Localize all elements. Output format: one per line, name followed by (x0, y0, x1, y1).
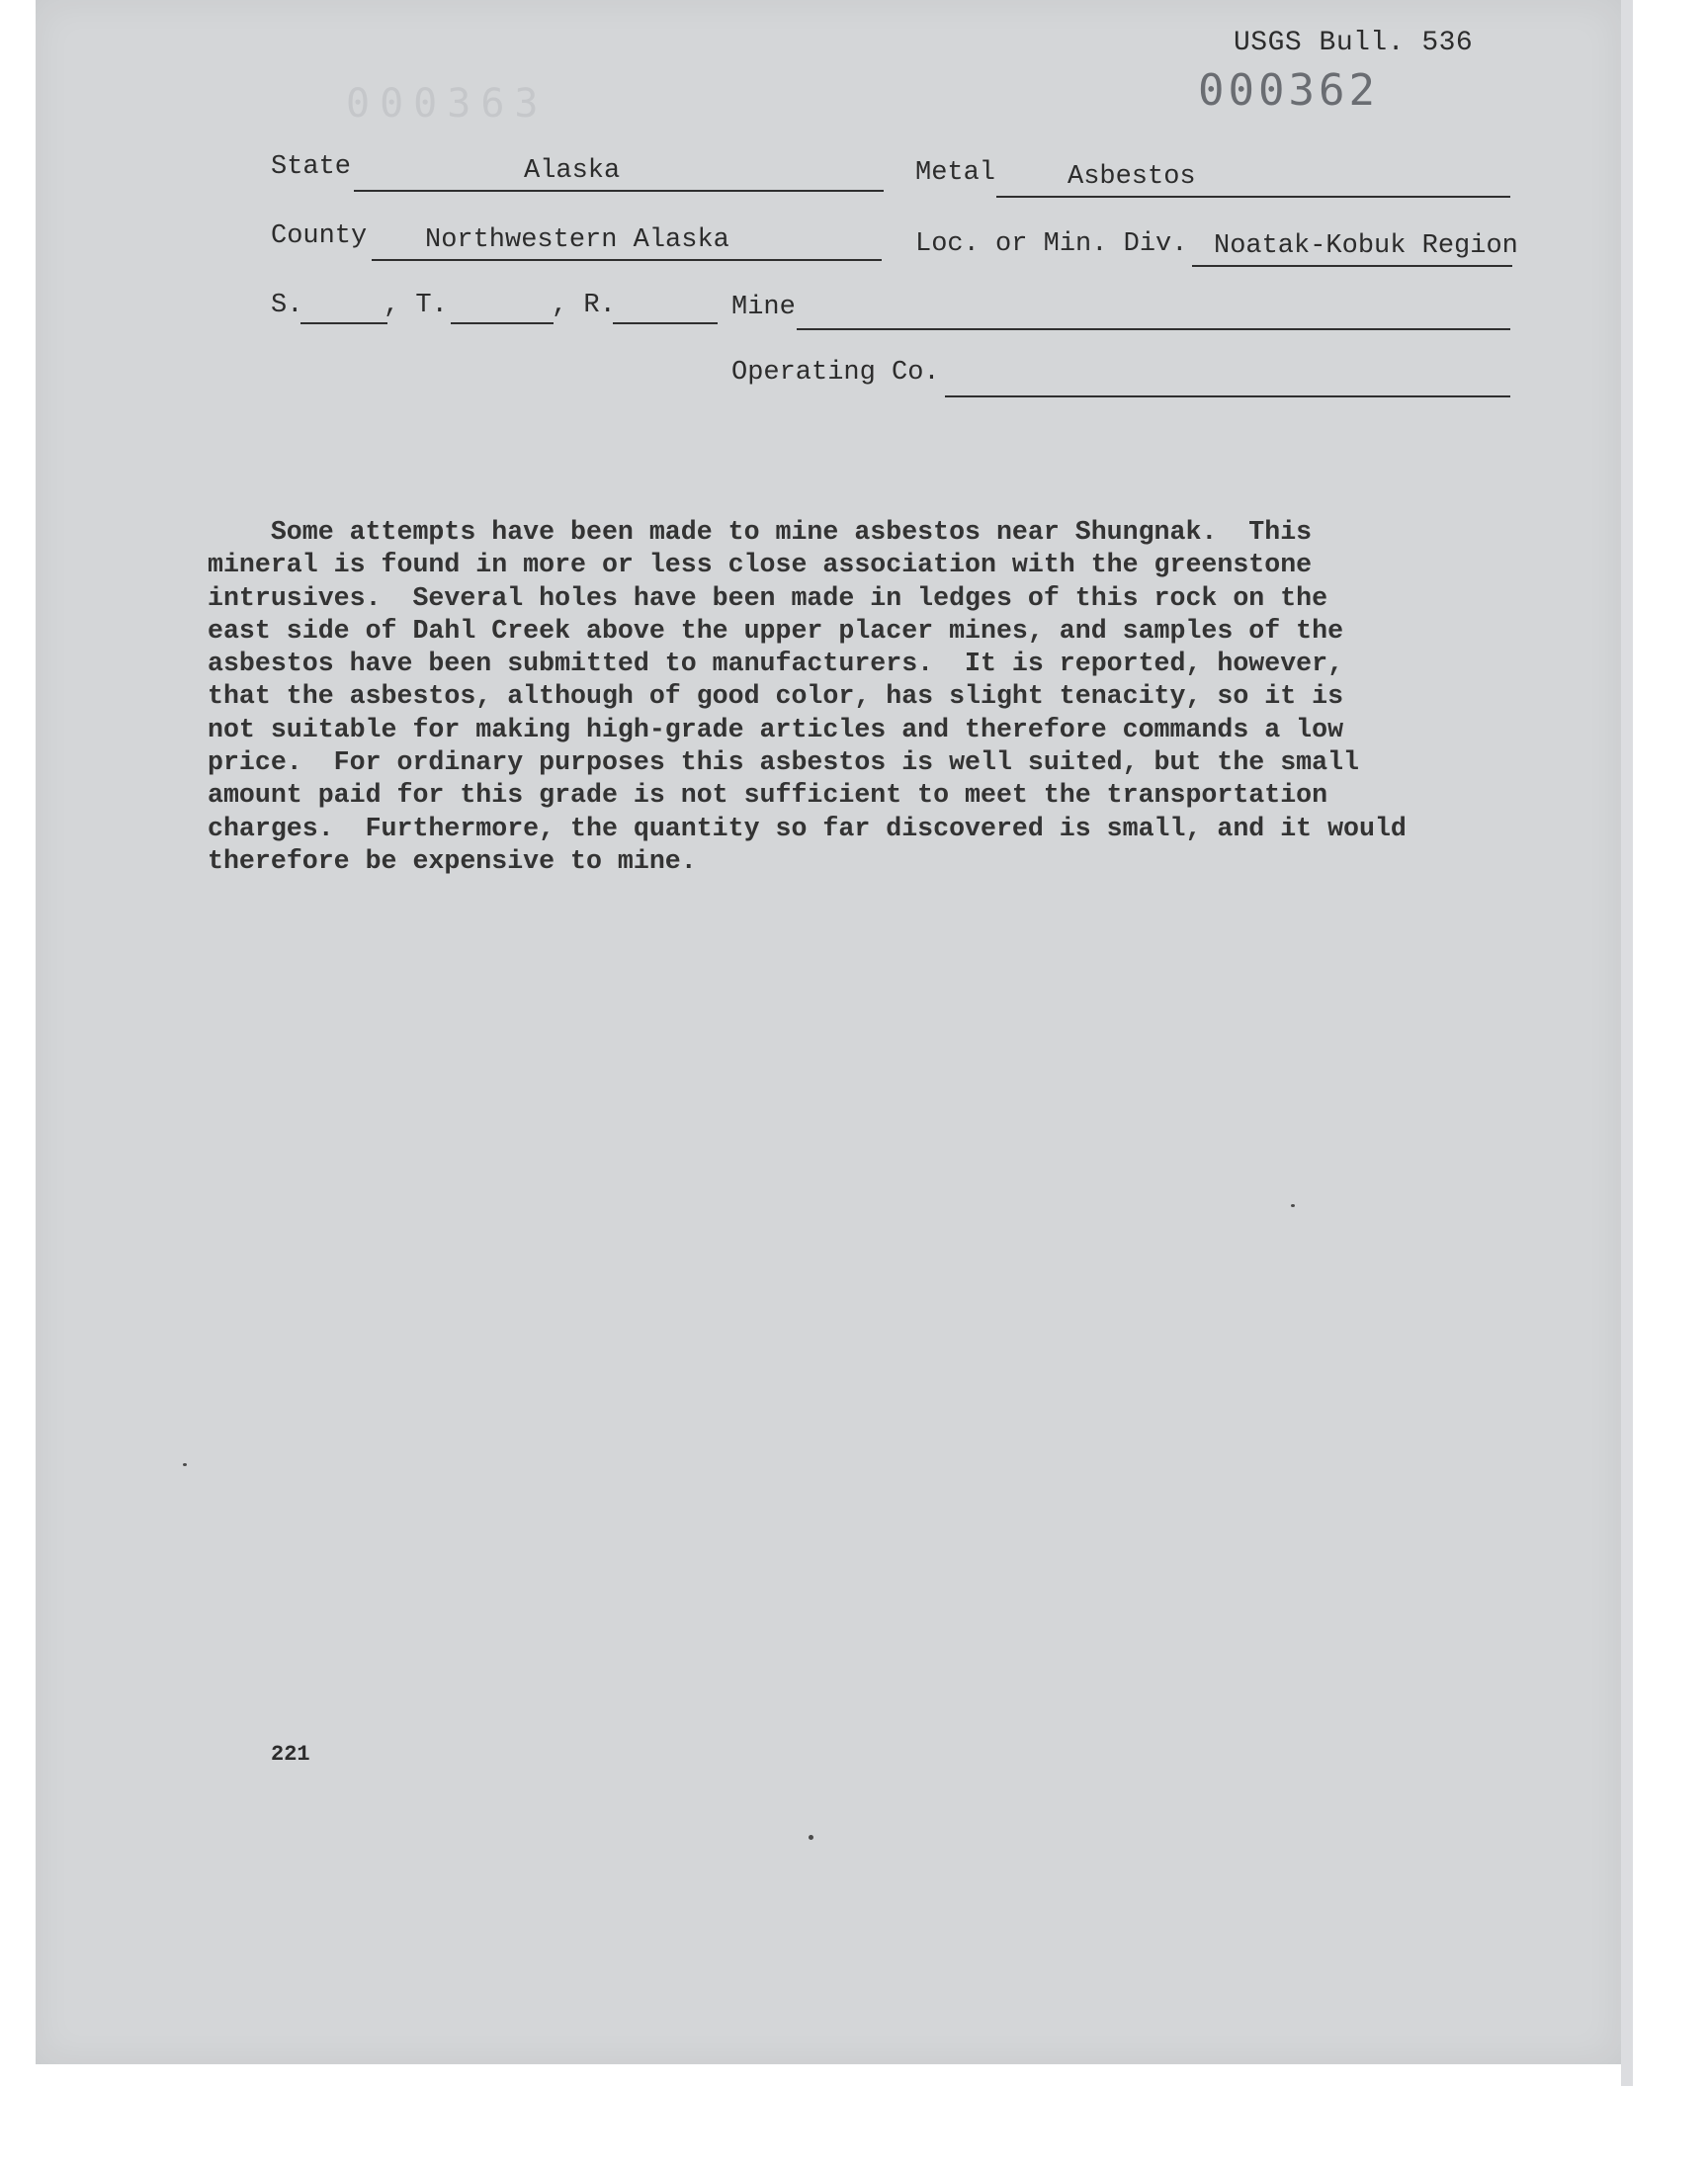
state-value: Alaska (524, 156, 621, 186)
paper-speck (1291, 1204, 1295, 1207)
operating-co-field (945, 364, 1510, 397)
metal-field (996, 164, 1510, 198)
loc-min-div-label: Loc. or Min. Div. (915, 229, 1188, 259)
state-label: State (271, 152, 352, 182)
loc-min-div-value: Noatak-Kobuk Region (1214, 231, 1518, 261)
section-label: S. (271, 291, 303, 320)
bleed-through-number: 000363 (346, 81, 549, 127)
metal-value: Asbestos (1068, 162, 1196, 192)
range-label: , R. (552, 291, 616, 320)
sheet-edge (1621, 0, 1633, 2086)
county-field (372, 227, 882, 261)
county-label: County (271, 221, 368, 251)
metal-label: Metal (915, 158, 996, 188)
operating-co-label: Operating Co. (731, 358, 940, 388)
page-number: 221 (271, 1742, 310, 1767)
section-field (300, 295, 387, 324)
range-field (613, 295, 718, 324)
township-label: , T. (384, 291, 448, 320)
mine-label: Mine (731, 293, 796, 322)
state-field (354, 158, 884, 192)
mine-field (797, 299, 1510, 330)
bulletin-reference: USGS Bull. 536 (1234, 28, 1474, 58)
document-number-stamp: 000362 (1198, 65, 1379, 116)
loc-min-div-field (1192, 231, 1518, 267)
paper-speck (183, 1463, 187, 1466)
description-paragraph: Some attempts have been made to mine asbestos near Shungnak. This mineral is found in more or less close association with the greenstone intrusives. Several holes have been made in ledges of this rock on the east side of Dahl Creek above the upper placer mines, and samples of the asbestos have been submitted to manufacturers. It is reported, however, that the asbestos, although of good color, has slight tenacity, so it is not suitable for making high-grade articles and therefore commands a low price. For ordinary purposes this asbestos is well suited, but the small amount paid for this grade is not sufficient to meet the transportation charges. Furthermore, the quantity so far discovered is small, and it would therefore be expensive to mine. (208, 517, 1407, 876)
paper-speck (809, 1835, 813, 1840)
county-value: Northwestern Alaska (425, 225, 729, 255)
township-field (451, 295, 554, 324)
